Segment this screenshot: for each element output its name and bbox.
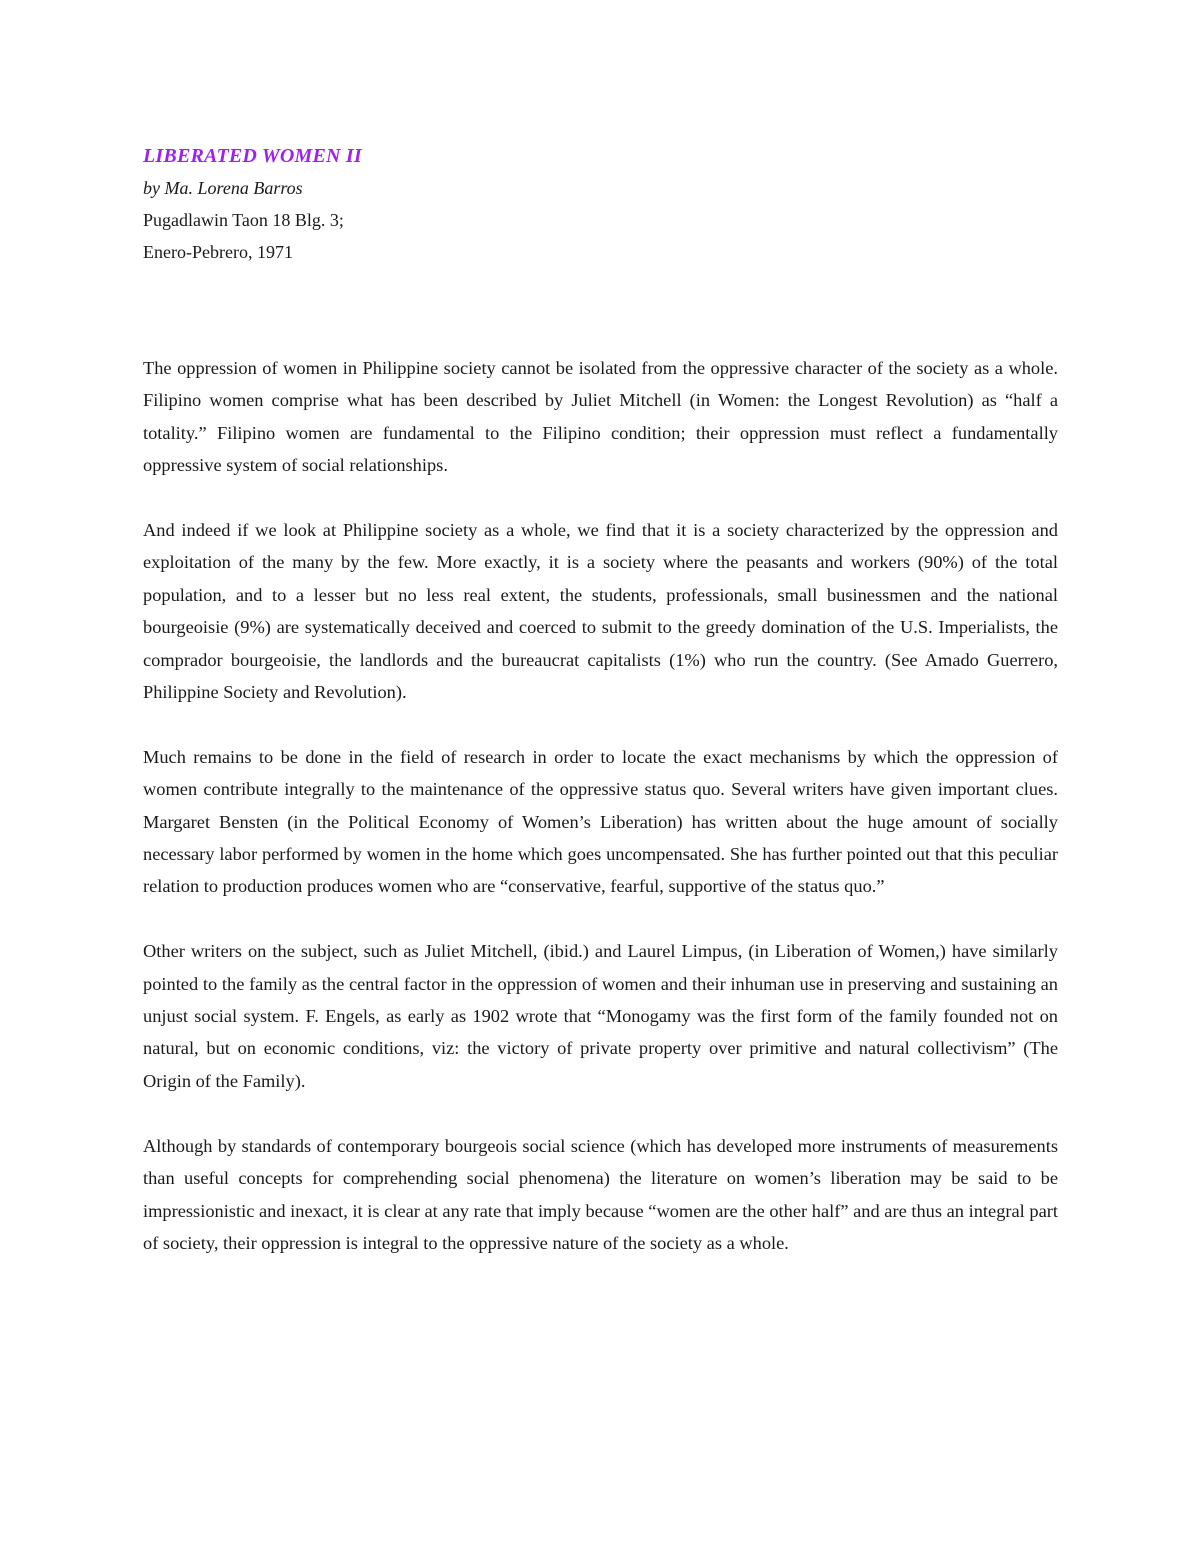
document-header [143,140,1058,268]
body-paragraph-3: Much remains to be done in the field of research in order to locate the exact mechanisms by which the oppression of women contribute integrally to the maintenance of the oppressive status quo. Several writers have given important clues. Margaret Bensten (in the Political Economy of Women’s Liberation) has written about the huge amount of socially necessary labor performed by women in the home which goes uncompensated. She has further pointed out that this peculiar relation to production produces women who are “conservative, fearful, supportive of the status quo.” [143,746,1058,897]
publication-info: Pugadlawin Taon 18 Blg. 3; [143,210,344,230]
body-paragraph-4: Other writers on the subject, such as Juliet Mitchell, (ibid.) and Laurel Limpus, (in Liberation of Women,) have similarly pointed to the family as the central factor in the oppression of women and their inhuman use in preserving and sustaining an unjust social system. F. Engels, as early as 1902 wrote that “Monogamy was the first form of the family founded not on natural, but on economic conditions, viz: the victory of private property over primitive and natural collectivism” (The Origin of the Family). [143,941,1058,1091]
body-paragraph-1: The oppression of women in Philippine society cannot be isolated from the oppressive character of the society as a whole. Filipino women comprise what has been described by Juliet Mitchell (in Women: the Longest Revolution) as “half a totality.” Filipino women are fundamental to the Filipino condition; their oppression must reflect a fundamentally oppressive system of social relationships. [143,358,1058,476]
document-title: LIBERATED WOMEN II [143,145,362,167]
body-paragraph-5: Although by standards of contemporary bourgeois social science (which has developed more instruments of measurements than useful concepts for comprehending social phenomena) the literature on women’s liberation may be said to be impressionistic and inexact, it is clear at any rate that imply because “women are the other half” and are thus an integral part of society, their oppression is integral to the oppressive nature of the society as a whole. [143,1135,1058,1253]
publication-date: Enero-Pebrero, 1971 [143,242,293,262]
document-page [143,140,1058,1292]
document-author: by Ma. Lorena Barros [143,178,303,198]
body-paragraph-2: And indeed if we look at Philippine society as a whole, we find that it is a society characterized by the oppression and exploitation of the many by the few. More exactly, it is a society where the peasants and workers (90%) of the total population, and to a lesser but no less real extent, the students, professionals, small businessmen and the national bourgeoisie (9%) are systematically deceived and coerced to submit to the greedy domination of the U.S. Imperialists, the comprador bourgeoisie, the landlords and the bureaucrat capitalists (1%) who run the country. (See Amado Guerrero, Philippine Society and Revolution). [143,520,1058,703]
document-body [143,352,1058,1259]
